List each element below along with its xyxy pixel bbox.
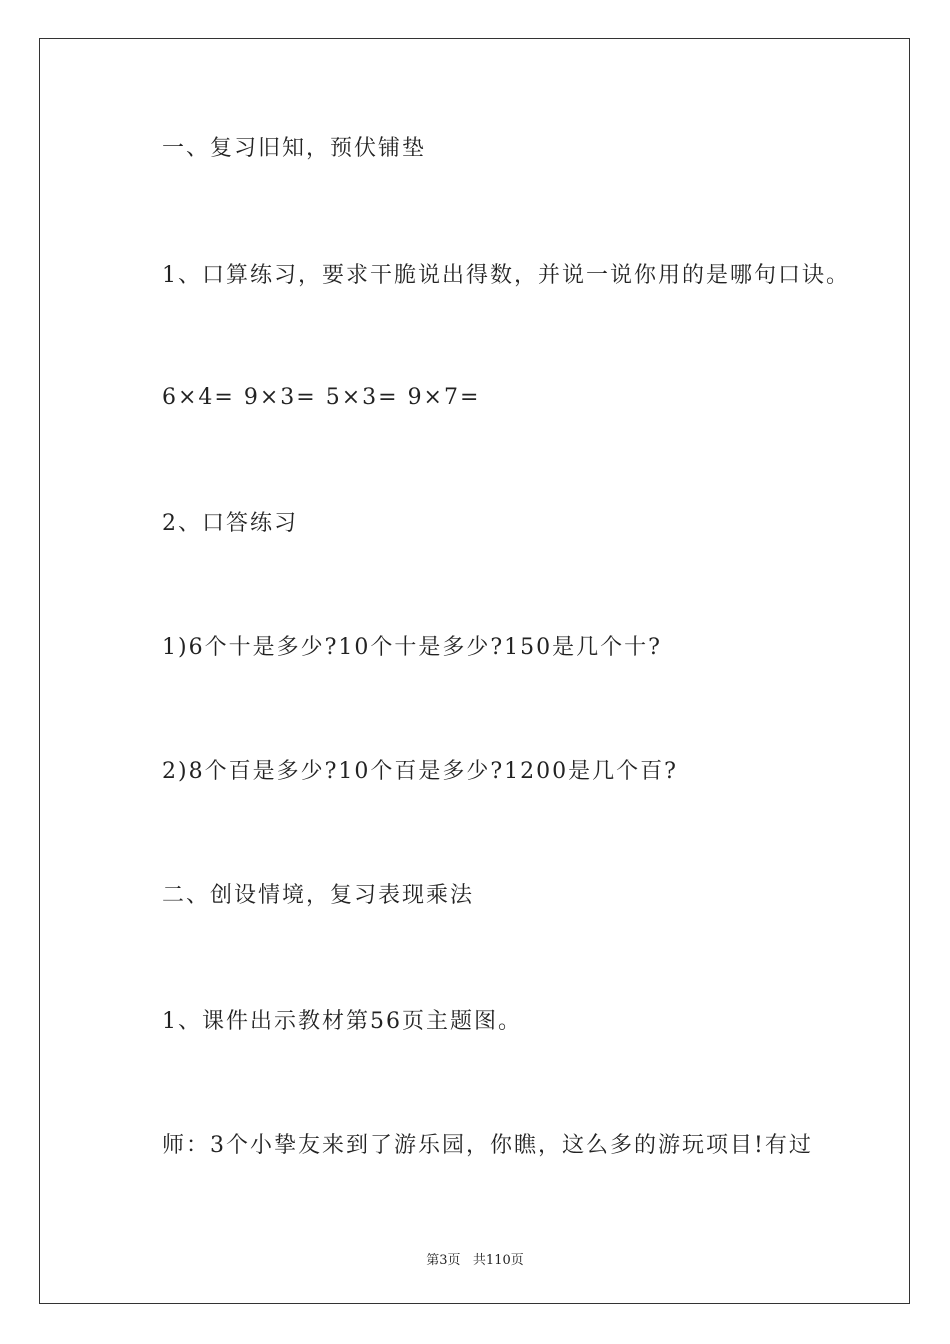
question-hundreds: 2)8个百是多少?10个百是多少?1200是几个百? (162, 759, 678, 784)
paragraph-oral-practice: 2、口答练习 (162, 511, 298, 536)
paragraph-courseware: 1、课件出示教材第56页主题图。 (162, 1009, 522, 1034)
question-tens: 1)6个十是多少?10个十是多少?150是几个十? (162, 635, 662, 660)
paragraph-mental-arithmetic: 1、口算练习，要求干脆说出得数，并说一说你用的是哪句口诀。 (162, 263, 850, 288)
arithmetic-expressions: 6×4= 9×3= 5×3= 9×7= (162, 385, 481, 410)
section-heading-1: 一、复习旧知，预伏铺垫 (162, 136, 427, 161)
page-number-footer: 第3页 共110页 (426, 1253, 524, 1268)
page-border (39, 38, 910, 1304)
paragraph-teacher: 师：3个小挚友来到了游乐园，你瞧，这么多的游玩项目!有过 (162, 1133, 813, 1158)
section-heading-2: 二、创设情境，复习表现乘法 (162, 883, 475, 908)
